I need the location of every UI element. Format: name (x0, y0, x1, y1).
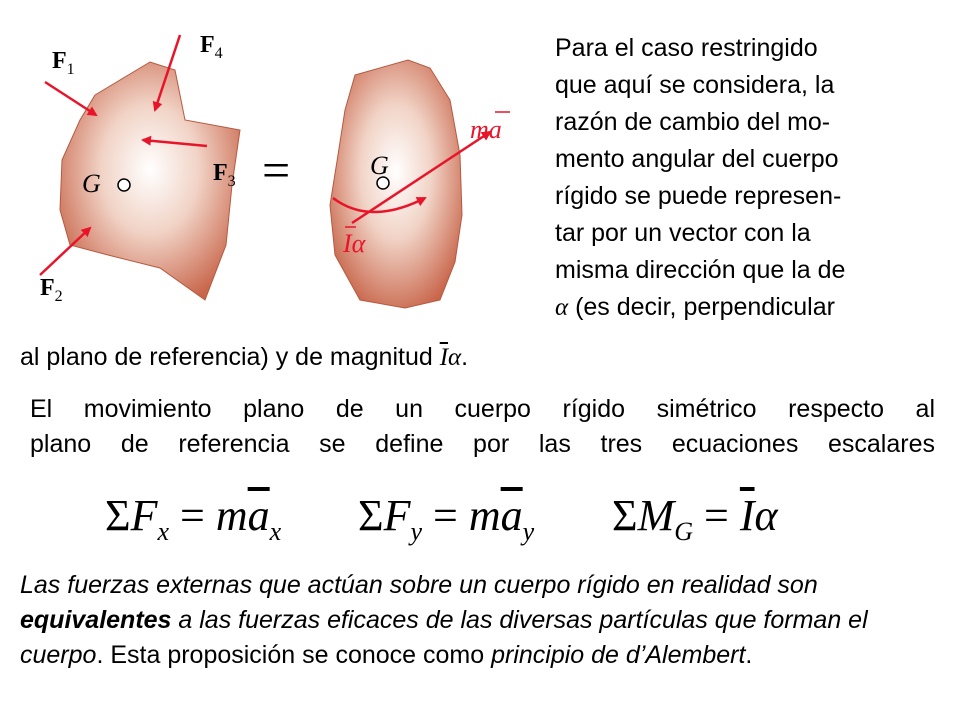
paragraph-line: plano de referencia se define por las tres ecuaciones escalares (30, 430, 935, 458)
equation-lhs-subscript: y (410, 517, 423, 546)
equation-mg (612, 490, 778, 547)
equation-lhs: M (637, 491, 675, 540)
sigma-symbol: Σ (105, 491, 131, 540)
force-f1-arrow (45, 82, 96, 115)
period: . (745, 641, 753, 669)
paragraph-line: El movimiento plano de un cuerpo rígido simétrico respecto al (30, 395, 935, 423)
principle-name: principio de d’Alembert (491, 641, 746, 669)
effective-couple-label: Iα (343, 229, 366, 258)
equations-intro-paragraph (30, 392, 935, 462)
sigma-symbol: Σ (358, 491, 384, 540)
paragraph-text: a las fuerzas eficaces de las diversas partículas que forman el cuerpo (20, 606, 868, 669)
alpha-symbol: α (555, 294, 569, 321)
equation-rhs-subscript: y (522, 517, 535, 546)
effective-force-label: ma (470, 115, 502, 144)
intro-line: rígido se puede represen- (555, 182, 842, 210)
equation-fy (358, 490, 534, 547)
mass-symbol: m (468, 491, 501, 540)
intro-line: razón de cambio del mo- (555, 108, 831, 136)
mass-symbol: m (215, 491, 248, 540)
inertia-symbol: $\overline{I}$ (739, 491, 755, 540)
paragraph-text: . Esta proposición se conoce como (96, 641, 492, 669)
dalembert-paragraph (20, 568, 940, 673)
equations-row (0, 490, 960, 550)
acceleration-symbol: $\overline{a}$ (247, 491, 270, 540)
force-f4-label: $F_4$ (200, 32, 223, 62)
equals-sign: = (262, 142, 291, 198)
equation-fx (105, 490, 281, 547)
paragraph-text: Las fuerzas externas que actúan sobre un cuerpo rígido en realidad son (20, 571, 818, 599)
alpha-symbol: α (754, 491, 778, 540)
intro-line: tar por un vector con la (555, 219, 811, 247)
equals: = (422, 491, 469, 540)
inertia-symbol: $\overline{I}$ (439, 344, 449, 371)
rigid-body-diagram (0, 0, 560, 330)
force-f3-label: $F_3$ (213, 160, 236, 190)
left-mass-center (118, 179, 130, 191)
intro-paragraph (555, 30, 950, 326)
alpha-symbol: α (448, 344, 462, 371)
intro-line: misma dirección que la de (555, 256, 846, 284)
intro-last-line (20, 339, 920, 376)
intro-line: mento angular del cuerpo (555, 145, 839, 173)
force-f2-arrow (40, 228, 90, 275)
equation-lhs-subscript: G (674, 517, 694, 546)
force-f1-label: $F_1$ (52, 48, 75, 78)
intro-line: (es decir, perpendicular (568, 293, 835, 321)
intro-line: al plano de referencia) y de magnitud (20, 343, 440, 371)
right-center-label: G (370, 151, 389, 180)
equation-rhs-subscript: x (269, 517, 282, 546)
left-center-label: G (82, 169, 101, 198)
period: . (461, 343, 469, 371)
equals: = (693, 491, 740, 540)
right-rigid-body (330, 60, 462, 308)
equation-lhs-subscript: x (157, 517, 170, 546)
acceleration-symbol: $\overline{a}$ (500, 491, 523, 540)
sigma-symbol: Σ (612, 491, 638, 540)
equation-lhs: F (383, 491, 411, 540)
intro-line: Para el caso restringido (555, 34, 818, 62)
force-f2-label: $F_2$ (40, 275, 63, 305)
emphasis-text: equivalentes (20, 606, 172, 634)
equals: = (169, 491, 216, 540)
equation-lhs: F (130, 491, 158, 540)
intro-line: que aquí se considera, la (555, 71, 835, 99)
